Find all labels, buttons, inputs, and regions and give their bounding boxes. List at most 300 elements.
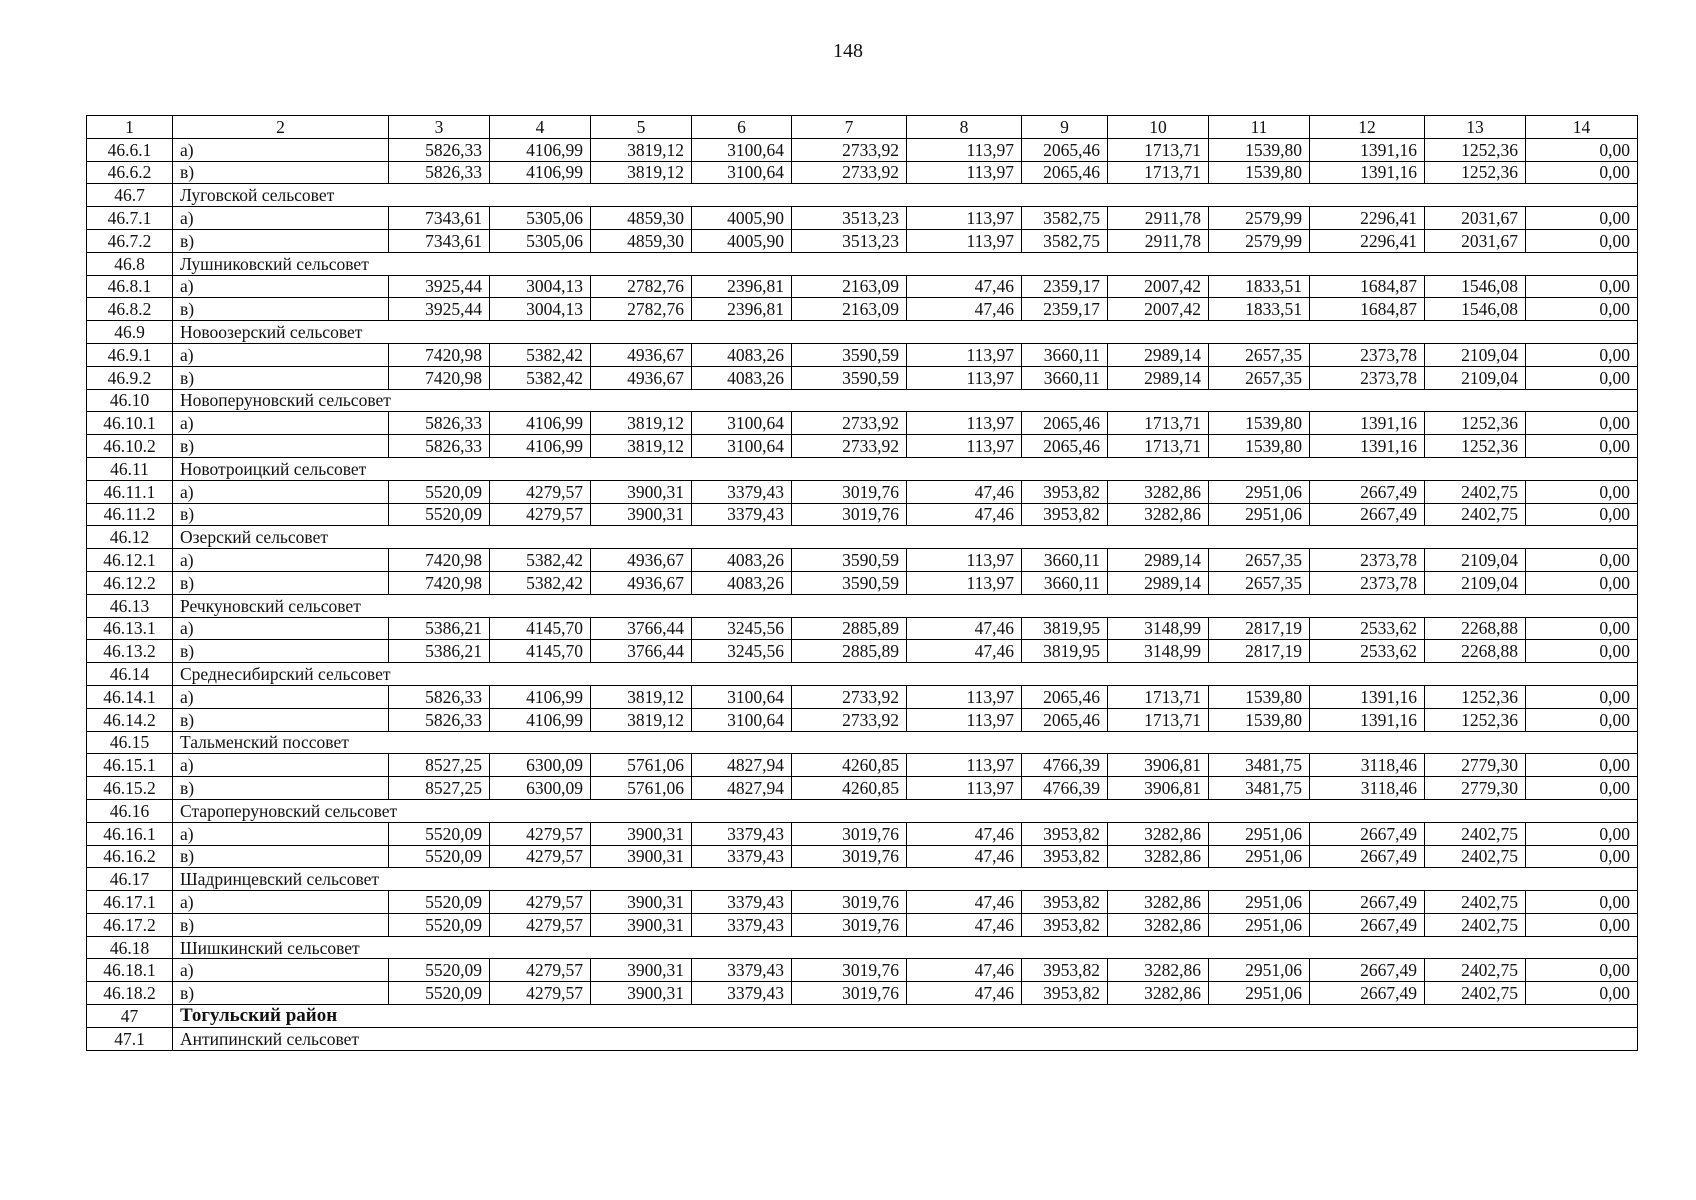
row-name: Антипинский сельсовет — [173, 1027, 1638, 1050]
settlement-row — [87, 321, 1638, 344]
value-cell: 2667,49 — [1310, 959, 1425, 982]
table-row — [87, 685, 1638, 708]
table-row — [87, 845, 1638, 868]
value-cell: 0,00 — [1526, 207, 1638, 230]
value-cell: 3282,86 — [1108, 480, 1209, 503]
value-cell: 5761,06 — [591, 777, 692, 800]
value-cell: 3819,12 — [591, 708, 692, 731]
value-cell: 2402,75 — [1425, 480, 1526, 503]
table-row — [87, 640, 1638, 663]
table-row — [87, 549, 1638, 572]
value-cell: 3118,46 — [1310, 754, 1425, 777]
value-cell: 4766,39 — [1022, 754, 1108, 777]
row-code: 46.10.2 — [87, 435, 173, 458]
row-code: 46.18.2 — [87, 982, 173, 1005]
value-cell: 2951,06 — [1209, 503, 1310, 526]
value-cell: 1252,36 — [1425, 138, 1526, 161]
row-code: 46.18 — [87, 936, 173, 959]
value-cell: 47,46 — [907, 503, 1022, 526]
row-code: 46.14.1 — [87, 685, 173, 708]
row-name: а) — [173, 822, 389, 845]
column-number: 2 — [173, 116, 389, 139]
value-cell: 0,00 — [1526, 777, 1638, 800]
value-cell: 3100,64 — [692, 435, 792, 458]
value-cell: 2951,06 — [1209, 982, 1310, 1005]
value-cell: 3819,95 — [1022, 617, 1108, 640]
value-cell: 47,46 — [907, 640, 1022, 663]
value-cell: 2733,92 — [792, 435, 907, 458]
value-cell: 47,46 — [907, 982, 1022, 1005]
row-name: а) — [173, 138, 389, 161]
value-cell: 8527,25 — [389, 777, 490, 800]
value-cell: 2951,06 — [1209, 822, 1310, 845]
row-name: в) — [173, 366, 389, 389]
value-cell: 4106,99 — [490, 708, 591, 731]
row-code: 46.15.1 — [87, 754, 173, 777]
value-cell: 4145,70 — [490, 640, 591, 663]
value-cell: 4827,94 — [692, 777, 792, 800]
row-code: 46.18.1 — [87, 959, 173, 982]
table-row — [87, 138, 1638, 161]
value-cell: 2268,88 — [1425, 617, 1526, 640]
value-cell: 0,00 — [1526, 891, 1638, 914]
row-name: в) — [173, 435, 389, 458]
value-cell: 47,46 — [907, 891, 1022, 914]
value-cell: 3282,86 — [1108, 503, 1209, 526]
value-cell: 3379,43 — [692, 913, 792, 936]
value-cell: 4936,67 — [591, 571, 692, 594]
row-name: а) — [173, 480, 389, 503]
value-cell: 2657,35 — [1209, 571, 1310, 594]
value-cell: 4106,99 — [490, 685, 591, 708]
value-cell: 1252,36 — [1425, 708, 1526, 731]
value-cell: 3004,13 — [490, 275, 591, 298]
value-cell: 4279,57 — [490, 891, 591, 914]
value-cell: 4827,94 — [692, 754, 792, 777]
row-name: а) — [173, 617, 389, 640]
settlement-row — [87, 526, 1638, 549]
value-cell: 5826,33 — [389, 161, 490, 184]
settlement-row — [87, 594, 1638, 617]
row-name: а) — [173, 343, 389, 366]
value-cell: 2533,62 — [1310, 617, 1425, 640]
value-cell: 0,00 — [1526, 138, 1638, 161]
value-cell: 3019,76 — [792, 913, 907, 936]
row-name: в) — [173, 161, 389, 184]
row-code: 46.17.1 — [87, 891, 173, 914]
value-cell: 5520,09 — [389, 503, 490, 526]
value-cell: 3582,75 — [1022, 207, 1108, 230]
value-cell: 2989,14 — [1108, 549, 1209, 572]
value-cell: 0,00 — [1526, 617, 1638, 640]
value-cell: 3953,82 — [1022, 822, 1108, 845]
value-cell: 2031,67 — [1425, 229, 1526, 252]
value-cell: 2817,19 — [1209, 640, 1310, 663]
value-cell: 0,00 — [1526, 845, 1638, 868]
table-row — [87, 708, 1638, 731]
value-cell: 4145,70 — [490, 617, 591, 640]
row-name: Речкуновский сельсовет — [173, 594, 1638, 617]
table-row — [87, 161, 1638, 184]
row-name: а) — [173, 549, 389, 572]
value-cell: 2657,35 — [1209, 343, 1310, 366]
settlement-row — [87, 457, 1638, 480]
value-cell: 2396,81 — [692, 298, 792, 321]
row-name: Староперуновский сельсовет — [173, 799, 1638, 822]
row-name: Шадринцевский сельсовет — [173, 868, 1638, 891]
value-cell: 2733,92 — [792, 138, 907, 161]
value-cell: 5382,42 — [490, 343, 591, 366]
value-cell: 3819,95 — [1022, 640, 1108, 663]
row-code: 46.11 — [87, 457, 173, 480]
value-cell: 3819,12 — [591, 412, 692, 435]
value-cell: 1539,80 — [1209, 435, 1310, 458]
row-name: в) — [173, 845, 389, 868]
row-name: Тальменский поссовет — [173, 731, 1638, 754]
header-row — [87, 116, 1638, 139]
value-cell: 113,97 — [907, 343, 1022, 366]
value-cell: 4106,99 — [490, 435, 591, 458]
value-cell: 7420,98 — [389, 366, 490, 389]
value-cell: 2951,06 — [1209, 913, 1310, 936]
value-cell: 4936,67 — [591, 343, 692, 366]
value-cell: 3900,31 — [591, 959, 692, 982]
value-cell: 3379,43 — [692, 845, 792, 868]
value-cell: 3379,43 — [692, 503, 792, 526]
table-row — [87, 207, 1638, 230]
row-name: в) — [173, 229, 389, 252]
value-cell: 2109,04 — [1425, 571, 1526, 594]
row-code: 46.12.1 — [87, 549, 173, 572]
value-cell: 5826,33 — [389, 708, 490, 731]
value-cell: 3766,44 — [591, 640, 692, 663]
column-number: 11 — [1209, 116, 1310, 139]
table-row — [87, 822, 1638, 845]
value-cell: 113,97 — [907, 161, 1022, 184]
value-cell: 1391,16 — [1310, 138, 1425, 161]
row-code: 46.17 — [87, 868, 173, 891]
value-cell: 3379,43 — [692, 982, 792, 1005]
value-cell: 3379,43 — [692, 959, 792, 982]
value-cell: 3148,99 — [1108, 617, 1209, 640]
settlement-row — [87, 799, 1638, 822]
value-cell: 2667,49 — [1310, 480, 1425, 503]
value-cell: 1713,71 — [1108, 412, 1209, 435]
value-cell: 0,00 — [1526, 754, 1638, 777]
table-row — [87, 343, 1638, 366]
value-cell: 4005,90 — [692, 229, 792, 252]
value-cell: 2989,14 — [1108, 571, 1209, 594]
settlement-row — [87, 252, 1638, 275]
value-cell: 3660,11 — [1022, 571, 1108, 594]
value-cell: 0,00 — [1526, 161, 1638, 184]
value-cell: 3379,43 — [692, 891, 792, 914]
value-cell: 3282,86 — [1108, 913, 1209, 936]
value-cell: 0,00 — [1526, 412, 1638, 435]
value-cell: 5520,09 — [389, 982, 490, 1005]
row-code: 46.7.1 — [87, 207, 173, 230]
value-cell: 2007,42 — [1108, 275, 1209, 298]
row-name: а) — [173, 412, 389, 435]
value-cell: 2782,76 — [591, 298, 692, 321]
value-cell: 47,46 — [907, 845, 1022, 868]
row-code: 47.1 — [87, 1027, 173, 1050]
row-code: 46.8.1 — [87, 275, 173, 298]
value-cell: 47,46 — [907, 959, 1022, 982]
settlement-row — [87, 389, 1638, 412]
value-cell: 3953,82 — [1022, 891, 1108, 914]
value-cell: 7343,61 — [389, 229, 490, 252]
table-row — [87, 229, 1638, 252]
table-row — [87, 913, 1638, 936]
value-cell: 0,00 — [1526, 571, 1638, 594]
value-cell: 4106,99 — [490, 138, 591, 161]
row-name: в) — [173, 913, 389, 936]
value-cell: 113,97 — [907, 229, 1022, 252]
value-cell: 0,00 — [1526, 640, 1638, 663]
value-cell: 7420,98 — [389, 571, 490, 594]
row-name: а) — [173, 754, 389, 777]
value-cell: 3019,76 — [792, 959, 907, 982]
value-cell: 3282,86 — [1108, 959, 1209, 982]
value-cell: 2667,49 — [1310, 845, 1425, 868]
value-cell: 3925,44 — [389, 275, 490, 298]
value-cell: 5382,42 — [490, 549, 591, 572]
value-cell: 0,00 — [1526, 549, 1638, 572]
value-cell: 113,97 — [907, 435, 1022, 458]
row-code: 46.8.2 — [87, 298, 173, 321]
value-cell: 5382,42 — [490, 366, 591, 389]
value-cell: 3282,86 — [1108, 891, 1209, 914]
value-cell: 3900,31 — [591, 822, 692, 845]
value-cell: 0,00 — [1526, 275, 1638, 298]
value-cell: 2911,78 — [1108, 229, 1209, 252]
value-cell: 2373,78 — [1310, 549, 1425, 572]
value-cell: 2779,30 — [1425, 754, 1526, 777]
value-cell: 2065,46 — [1022, 161, 1108, 184]
table-row — [87, 435, 1638, 458]
row-code: 46.13.1 — [87, 617, 173, 640]
value-cell: 5305,06 — [490, 207, 591, 230]
value-cell: 1539,80 — [1209, 708, 1310, 731]
value-cell: 2733,92 — [792, 685, 907, 708]
value-cell: 3118,46 — [1310, 777, 1425, 800]
row-code: 47 — [87, 1005, 173, 1028]
value-cell: 2733,92 — [792, 412, 907, 435]
value-cell: 0,00 — [1526, 708, 1638, 731]
value-cell: 3513,23 — [792, 207, 907, 230]
value-cell: 3590,59 — [792, 549, 907, 572]
value-cell: 2373,78 — [1310, 343, 1425, 366]
value-cell: 3019,76 — [792, 503, 907, 526]
row-name: Среднесибирский сельсовет — [173, 663, 1638, 686]
value-cell: 5826,33 — [389, 138, 490, 161]
value-cell: 2109,04 — [1425, 366, 1526, 389]
value-cell: 2359,17 — [1022, 298, 1108, 321]
value-cell: 2667,49 — [1310, 982, 1425, 1005]
column-number: 14 — [1526, 116, 1638, 139]
row-code: 46.16.2 — [87, 845, 173, 868]
value-cell: 3819,12 — [591, 435, 692, 458]
row-name: в) — [173, 982, 389, 1005]
row-code: 46.16.1 — [87, 822, 173, 845]
value-cell: 4083,26 — [692, 549, 792, 572]
value-cell: 3953,82 — [1022, 913, 1108, 936]
value-cell: 2031,67 — [1425, 207, 1526, 230]
value-cell: 2667,49 — [1310, 503, 1425, 526]
value-cell: 5520,09 — [389, 822, 490, 845]
value-cell: 3819,12 — [591, 138, 692, 161]
value-cell: 3906,81 — [1108, 777, 1209, 800]
value-cell: 2402,75 — [1425, 891, 1526, 914]
value-cell: 1684,87 — [1310, 275, 1425, 298]
value-cell: 3100,64 — [692, 138, 792, 161]
value-cell: 4279,57 — [490, 503, 591, 526]
value-cell: 3379,43 — [692, 822, 792, 845]
value-cell: 4766,39 — [1022, 777, 1108, 800]
value-cell: 2007,42 — [1108, 298, 1209, 321]
value-cell: 2951,06 — [1209, 891, 1310, 914]
value-cell: 1252,36 — [1425, 412, 1526, 435]
value-cell: 2109,04 — [1425, 549, 1526, 572]
value-cell: 6300,09 — [490, 754, 591, 777]
value-cell: 4260,85 — [792, 777, 907, 800]
value-cell: 2817,19 — [1209, 617, 1310, 640]
row-name: а) — [173, 207, 389, 230]
row-name: в) — [173, 640, 389, 663]
value-cell: 47,46 — [907, 298, 1022, 321]
value-cell: 2667,49 — [1310, 891, 1425, 914]
value-cell: 2402,75 — [1425, 913, 1526, 936]
table-row — [87, 275, 1638, 298]
column-number: 6 — [692, 116, 792, 139]
value-cell: 3819,12 — [591, 685, 692, 708]
value-cell: 3819,12 — [591, 161, 692, 184]
value-cell: 3282,86 — [1108, 982, 1209, 1005]
table-body — [87, 116, 1638, 1051]
value-cell: 3900,31 — [591, 982, 692, 1005]
value-cell: 4260,85 — [792, 754, 907, 777]
value-cell: 7343,61 — [389, 207, 490, 230]
value-cell: 3513,23 — [792, 229, 907, 252]
value-cell: 2109,04 — [1425, 343, 1526, 366]
value-cell: 5520,09 — [389, 480, 490, 503]
table-row — [87, 480, 1638, 503]
settlement-row — [87, 184, 1638, 207]
value-cell: 0,00 — [1526, 366, 1638, 389]
value-cell: 1252,36 — [1425, 161, 1526, 184]
value-cell: 4859,30 — [591, 207, 692, 230]
row-code: 46.7.2 — [87, 229, 173, 252]
column-number: 1 — [87, 116, 173, 139]
row-name: а) — [173, 275, 389, 298]
column-number: 8 — [907, 116, 1022, 139]
value-cell: 3019,76 — [792, 480, 907, 503]
row-name: в) — [173, 708, 389, 731]
value-cell: 3100,64 — [692, 161, 792, 184]
value-cell: 47,46 — [907, 913, 1022, 936]
value-cell: 1539,80 — [1209, 412, 1310, 435]
value-cell: 3906,81 — [1108, 754, 1209, 777]
value-cell: 2951,06 — [1209, 845, 1310, 868]
row-name: а) — [173, 959, 389, 982]
value-cell: 7420,98 — [389, 549, 490, 572]
value-cell: 2163,09 — [792, 275, 907, 298]
value-cell: 113,97 — [907, 685, 1022, 708]
value-cell: 2296,41 — [1310, 229, 1425, 252]
column-number: 5 — [591, 116, 692, 139]
value-cell: 3019,76 — [792, 845, 907, 868]
value-cell: 2667,49 — [1310, 913, 1425, 936]
value-cell: 2989,14 — [1108, 343, 1209, 366]
value-cell: 3660,11 — [1022, 549, 1108, 572]
value-cell: 5386,21 — [389, 640, 490, 663]
value-cell: 1713,71 — [1108, 685, 1209, 708]
value-cell: 3660,11 — [1022, 366, 1108, 389]
value-cell: 0,00 — [1526, 343, 1638, 366]
row-name: в) — [173, 503, 389, 526]
value-cell: 7420,98 — [389, 343, 490, 366]
value-cell: 3900,31 — [591, 503, 692, 526]
value-cell: 5382,42 — [490, 571, 591, 594]
value-cell: 3900,31 — [591, 480, 692, 503]
row-name: Шишкинский сельсовет — [173, 936, 1638, 959]
value-cell: 4005,90 — [692, 207, 792, 230]
value-cell: 2951,06 — [1209, 959, 1310, 982]
value-cell: 3100,64 — [692, 412, 792, 435]
value-cell: 2359,17 — [1022, 275, 1108, 298]
value-cell: 4106,99 — [490, 161, 591, 184]
table-row — [87, 754, 1638, 777]
value-cell: 6300,09 — [490, 777, 591, 800]
row-code: 46.10 — [87, 389, 173, 412]
value-cell: 2065,46 — [1022, 412, 1108, 435]
value-cell: 1833,51 — [1209, 275, 1310, 298]
value-cell: 2065,46 — [1022, 435, 1108, 458]
column-number: 9 — [1022, 116, 1108, 139]
value-cell: 5761,06 — [591, 754, 692, 777]
value-cell: 2296,41 — [1310, 207, 1425, 230]
value-cell: 3900,31 — [591, 891, 692, 914]
value-cell: 2373,78 — [1310, 571, 1425, 594]
value-cell: 3925,44 — [389, 298, 490, 321]
value-cell: 5386,21 — [389, 617, 490, 640]
row-name: в) — [173, 298, 389, 321]
value-cell: 3004,13 — [490, 298, 591, 321]
value-cell: 2579,99 — [1209, 207, 1310, 230]
value-cell: 0,00 — [1526, 298, 1638, 321]
table-row — [87, 959, 1638, 982]
value-cell: 1391,16 — [1310, 708, 1425, 731]
value-cell: 3953,82 — [1022, 959, 1108, 982]
row-name: Тогульский район — [173, 1005, 1638, 1028]
value-cell: 3953,82 — [1022, 845, 1108, 868]
value-cell: 4279,57 — [490, 959, 591, 982]
row-name: Луговской сельсовет — [173, 184, 1638, 207]
row-name: а) — [173, 685, 389, 708]
value-cell: 2402,75 — [1425, 982, 1526, 1005]
value-cell: 2402,75 — [1425, 822, 1526, 845]
row-code: 46.11.2 — [87, 503, 173, 526]
value-cell: 5826,33 — [389, 412, 490, 435]
value-cell: 2733,92 — [792, 708, 907, 731]
value-cell: 2657,35 — [1209, 366, 1310, 389]
settlement-row — [87, 936, 1638, 959]
row-code: 46.13 — [87, 594, 173, 617]
value-cell: 3953,82 — [1022, 480, 1108, 503]
value-cell: 5520,09 — [389, 845, 490, 868]
value-cell: 113,97 — [907, 708, 1022, 731]
